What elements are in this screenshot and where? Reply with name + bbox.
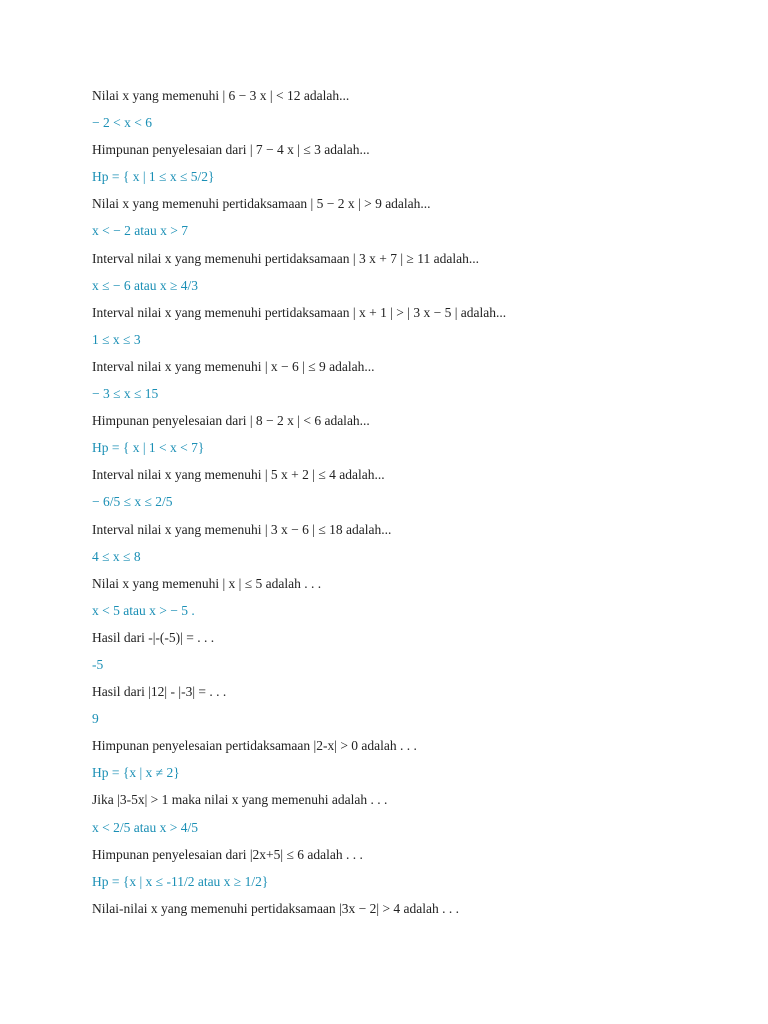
answer-text: Hp = {x | x ≠ 2} bbox=[92, 765, 180, 781]
document-page bbox=[92, 82, 732, 922]
answer-text: x < 5 atau x > − 5 . bbox=[92, 602, 195, 618]
question-text: Interval nilai x yang memenuhi | 5 x + 2 | ≤ 4 adalah... bbox=[92, 467, 385, 483]
answer-text: x < 2/5 atau x > 4/5 bbox=[92, 819, 198, 835]
question-text: Nilai x yang memenuhi | x | ≤ 5 adalah . . . bbox=[92, 575, 322, 591]
answer-text: 9 bbox=[92, 711, 99, 727]
question-text: Interval nilai x yang memenuhi pertidaksamaan | 3 x + 7 | ≥ 11 adalah... bbox=[92, 250, 479, 266]
answer-text: − 3 ≤ x ≤ 15 bbox=[92, 386, 159, 402]
answer-text: 4 ≤ x ≤ 8 bbox=[92, 548, 141, 564]
question-text: Interval nilai x yang memenuhi pertidaksamaan | x + 1 | > | 3 x − 5 | adalah... bbox=[92, 304, 507, 320]
question-text: Nilai x yang memenuhi pertidaksamaan | 5 − 2 x | > 9 adalah... bbox=[92, 196, 431, 212]
question-text: Himpunan penyelesaian dari | 7 − 4 x | ≤ 3 adalah... bbox=[92, 142, 370, 158]
question-text: Nilai-nilai x yang memenuhi pertidaksamaan |3x − 2| > 4 adalah . . . bbox=[92, 900, 460, 916]
question-text: Himpunan penyelesaian dari | 8 − 2 x | < 6 adalah... bbox=[92, 413, 370, 429]
question-text: Hasil dari -|-(-5)| = . . . bbox=[92, 629, 215, 645]
question-text: Nilai x yang memenuhi | 6 − 3 x | < 12 adalah... bbox=[92, 88, 350, 103]
answer-text: x < − 2 atau x > 7 bbox=[92, 223, 188, 239]
question-text: Himpunan penyelesaian pertidaksamaan |2-x| > 0 adalah . . . bbox=[92, 738, 417, 754]
answer-text: − 6/5 ≤ x ≤ 2/5 bbox=[92, 494, 173, 510]
answer-text: -5 bbox=[92, 656, 104, 672]
question-text: Himpunan penyelesaian dari |2x+5| ≤ 6 adalah . . . bbox=[92, 846, 363, 862]
answer-text: Hp = {x | x ≤ -11/2 atau x ≥ 1/2} bbox=[92, 873, 269, 889]
answer-text: 1 ≤ x ≤ 3 bbox=[92, 331, 141, 347]
answer-text: − 2 < x < 6 bbox=[92, 115, 152, 131]
answer-text: Hp = { x | 1 < x < 7} bbox=[92, 440, 205, 456]
question-text: Hasil dari |12| - |-3| = . . . bbox=[92, 684, 227, 700]
question-text: Interval nilai x yang memenuhi | x − 6 | ≤ 9 adalah... bbox=[92, 358, 375, 374]
question-text: Jika |3-5x| > 1 maka nilai x yang memenuhi adalah . . . bbox=[92, 792, 388, 808]
answer-text: x ≤ − 6 atau x ≥ 4/3 bbox=[92, 277, 199, 293]
question-text: Interval nilai x yang memenuhi | 3 x − 6 | ≤ 18 adalah... bbox=[92, 521, 392, 537]
answer-text: Hp = { x | 1 ≤ x ≤ 5/2} bbox=[92, 169, 215, 185]
